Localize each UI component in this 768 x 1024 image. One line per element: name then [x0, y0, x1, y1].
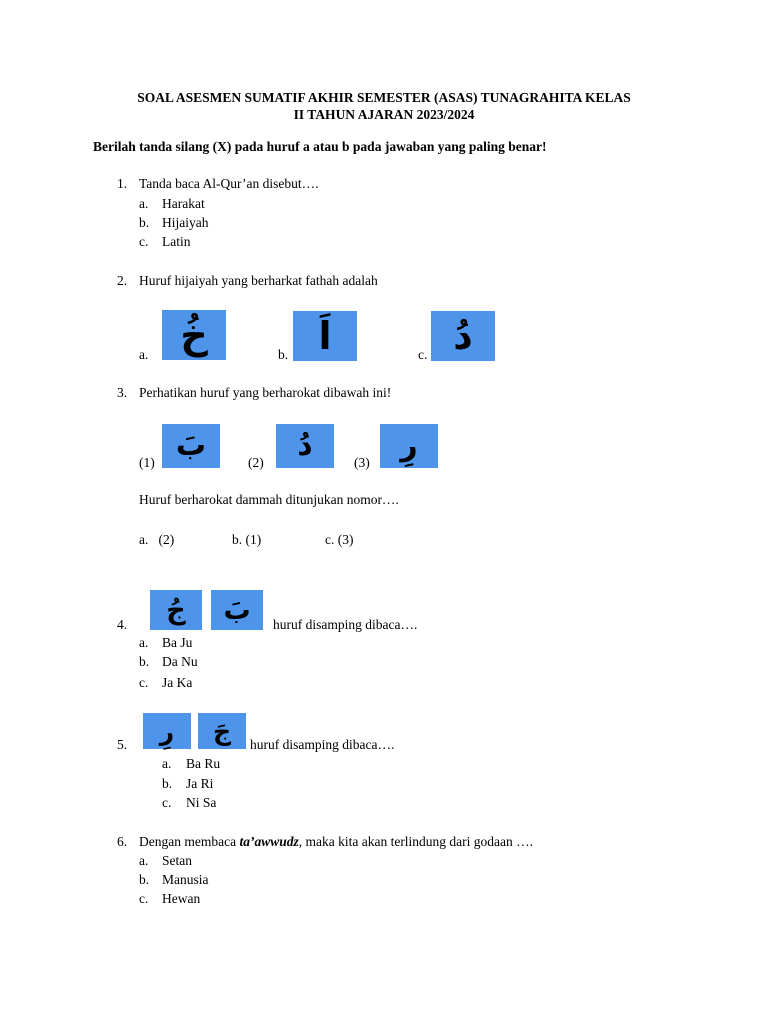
q3-item-2-label: (2) — [248, 455, 264, 470]
q3-item-3-label: (3) — [354, 455, 370, 470]
instruction: Berilah tanda silang (X) pada huruf a atau b pada jawaban yang paling benar! — [93, 139, 547, 154]
q5-option-b: Ja Ri — [186, 776, 214, 791]
q6-option-c: Hewan — [162, 891, 201, 906]
q1-option-a-letter: a. — [139, 196, 149, 211]
q5-glyph-1-tile: رِ — [143, 713, 191, 749]
q6-option-b-letter: b. — [139, 872, 150, 887]
q2-option-a-tile: خُ — [162, 310, 226, 360]
q2-option-c-tile: دُ — [431, 311, 495, 361]
q6-option-a-letter: a. — [139, 853, 149, 868]
q3-answer-a: a. (2) — [139, 532, 175, 547]
q2-option-c-letter: c. — [418, 347, 428, 362]
q5-number: 5. — [117, 737, 128, 752]
q1-text: Tanda baca Al-Qur’an disebut…. — [139, 176, 319, 191]
q5-option-c: Ni Sa — [186, 795, 217, 810]
q4-option-b-letter: b. — [139, 654, 150, 669]
q2-number: 2. — [117, 273, 128, 288]
q4-option-a-letter: a. — [139, 635, 149, 650]
q4-text: huruf disamping dibaca…. — [273, 617, 418, 632]
q5-option-a-letter: a. — [162, 756, 172, 771]
q4-option-c-letter: c. — [139, 675, 149, 690]
q1-option-a: Harakat — [162, 196, 205, 211]
q4-number: 4. — [117, 617, 128, 632]
q3-item-2-tile: دُ — [276, 424, 334, 468]
q2-option-b-tile: اَ — [293, 311, 357, 361]
q3-answer-c: c. (3) — [325, 532, 354, 547]
q3-question: Huruf berharokat dammah ditunjukan nomor…. — [139, 492, 399, 507]
q1-option-c-letter: c. — [139, 234, 149, 249]
q5-option-a: Ba Ru — [186, 756, 221, 771]
q1-option-b-letter: b. — [139, 215, 150, 230]
q2-text: Huruf hijaiyah yang berharkat fathah adalah — [139, 273, 378, 288]
q6-option-c-letter: c. — [139, 891, 149, 906]
q4-option-a: Ba Ju — [162, 635, 193, 650]
q2-option-b-letter: b. — [278, 347, 289, 362]
q1-number: 1. — [117, 176, 128, 191]
q6-text — [139, 834, 533, 850]
q5-text: huruf disamping dibaca…. — [250, 737, 395, 752]
q5-glyph-2-tile: جَ — [198, 713, 246, 749]
q1-option-c: Latin — [162, 234, 191, 249]
q4-glyph-2-tile: بَ — [211, 590, 263, 630]
q1-option-b: Hijaiyah — [162, 215, 209, 230]
q6-number: 6. — [117, 834, 128, 849]
q6-option-a: Setan — [162, 853, 192, 868]
q4-option-b: Da Nu — [162, 654, 198, 669]
q6-text-after: , maka kita akan terlindung dari godaan …. — [298, 834, 534, 849]
q5-option-b-letter: b. — [162, 776, 173, 791]
q3-text: Perhatikan huruf yang berharokat dibawah ini! — [139, 385, 392, 400]
title-line-1: SOAL ASESMEN SUMATIF AKHIR SEMESTER (ASAS) TUNAGRAHITA KELAS — [137, 90, 631, 105]
q3-answer-b: b. (1) — [232, 532, 262, 547]
q5-option-c-letter: c. — [162, 795, 172, 810]
q6-text-before: Dengan membaca — [139, 834, 240, 849]
q3-number: 3. — [117, 385, 128, 400]
title-line-2: II TAHUN AJARAN 2023/2024 — [293, 107, 475, 122]
q6-emphasis: ta’awwudz — [239, 834, 299, 849]
q3-item-1-label: (1) — [139, 455, 155, 470]
q3-item-3-tile: رِ — [380, 424, 438, 468]
q4-option-c: Ja Ka — [162, 675, 193, 690]
q6-option-b: Manusia — [162, 872, 209, 887]
q3-item-1-tile: بَ — [162, 424, 220, 468]
q4-glyph-1-tile: جُ — [150, 590, 202, 630]
q2-option-a-letter: a. — [139, 347, 149, 362]
